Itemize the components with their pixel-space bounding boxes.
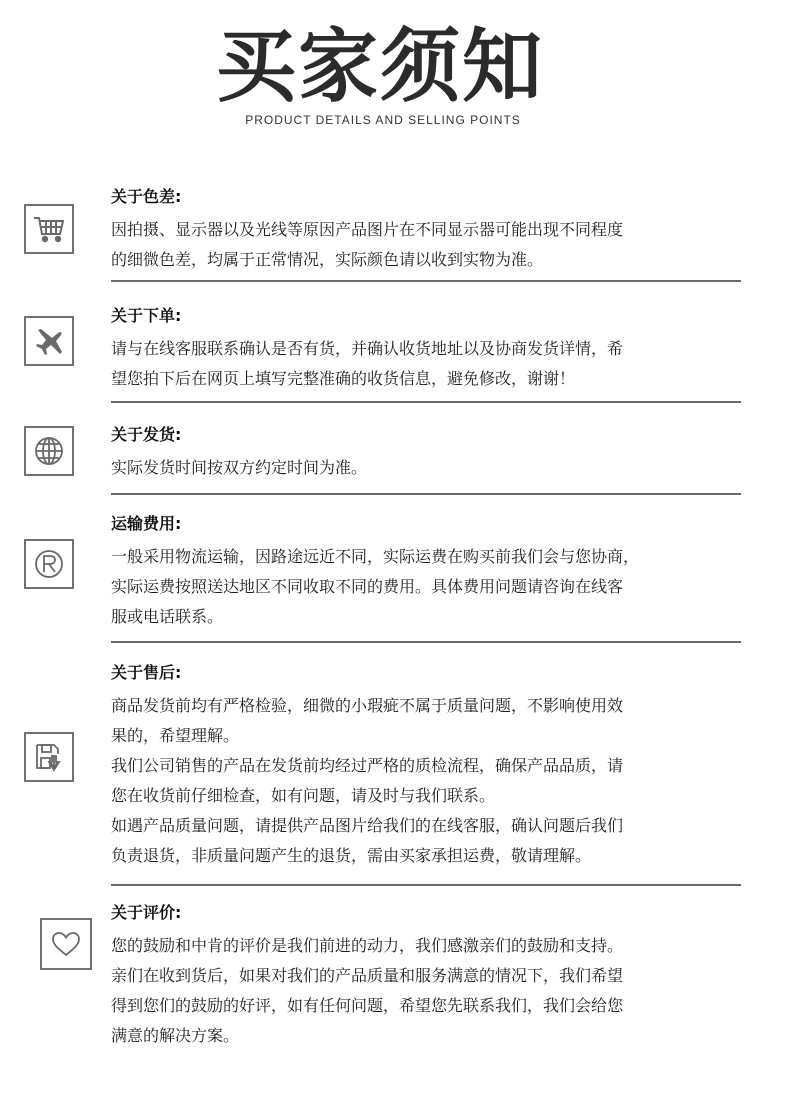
page-subtitle: PRODUCT DETAILS AND SELLING POINTS: [245, 113, 521, 127]
section-text-line: 商品发货前均有严格检验，细微的小瑕疵不属于质量问题，不影响使用效: [111, 696, 624, 715]
section-title: 关于评价:: [111, 903, 182, 922]
header: [0, 0, 790, 150]
section-title: 关于色差:: [111, 187, 182, 206]
section-text-line: 亲们在收到货后，如果对我们的产品质量和服务满意的情况下，我们希望: [111, 966, 624, 985]
section-title: 关于售后:: [111, 663, 182, 682]
section-text-line: 果的，希望理解。: [111, 726, 240, 745]
section-text-line: 望您拍下后在网页上填写完整准确的收货信息，避免修改，谢谢！: [111, 369, 576, 388]
section-text-line: 您的鼓励和中肯的评价是我们前进的动力，我们感激亲们的鼓励和支持。: [111, 936, 624, 955]
section-title: 关于发货:: [111, 425, 182, 444]
divider: [111, 641, 741, 643]
section-text-line: 满意的解决方案。: [111, 1026, 240, 1045]
section-text-line: 负责退货，非质量问题产生的退货，需由买家承担运费，敬请理解。: [111, 846, 592, 865]
section-text-line: 的细微色差，均属于正常情况，实际颜色请以收到实物为准。: [111, 250, 544, 269]
section-title: 关于下单:: [111, 306, 182, 325]
section-text-line: 服或电话联系。: [111, 607, 224, 626]
section-text-line: 一般采用物流运输，因路途远近不同，实际运费在购买前我们会与您协商，: [111, 547, 640, 566]
shopping-cart-icon: [24, 204, 74, 254]
section-title: 运输费用:: [111, 514, 182, 533]
divider: [111, 884, 741, 886]
section-text-line: 得到您们的鼓励的好评，如有任何问题，希望您先联系我们，我们会给您: [111, 996, 624, 1015]
save-download-icon: [24, 732, 74, 782]
page-title: 买家须知: [216, 20, 544, 113]
section-text-line: 实际发货时间按双方约定时间为准。: [111, 458, 368, 477]
section-text-line: 如遇产品质量问题，请提供产品图片给我们的在线客服，确认问题后我们: [111, 816, 624, 835]
registered-icon: [24, 539, 74, 589]
section-text-line: 请与在线客服联系确认是否有货，并确认收货地址以及协商发货详情，希: [111, 339, 624, 358]
section-text-line: 您在收货前仔细检查，如有问题，请及时与我们联系。: [111, 786, 496, 805]
globe-icon: [24, 426, 74, 476]
divider: [111, 401, 741, 403]
airplane-icon: [24, 316, 74, 366]
section-text-line: 因拍摄、显示器以及光线等原因产品图片在不同显示器可能出现不同程度: [111, 220, 624, 239]
section-text-line: 我们公司销售的产品在发货前均经过严格的质检流程，确保产品品质，请: [111, 756, 624, 775]
divider: [111, 280, 741, 282]
section-text-line: 实际运费按照送达地区不同收取不同的费用。具体费用问题请咨询在线客: [111, 577, 624, 596]
divider: [111, 493, 741, 495]
heart-icon: [40, 918, 92, 970]
